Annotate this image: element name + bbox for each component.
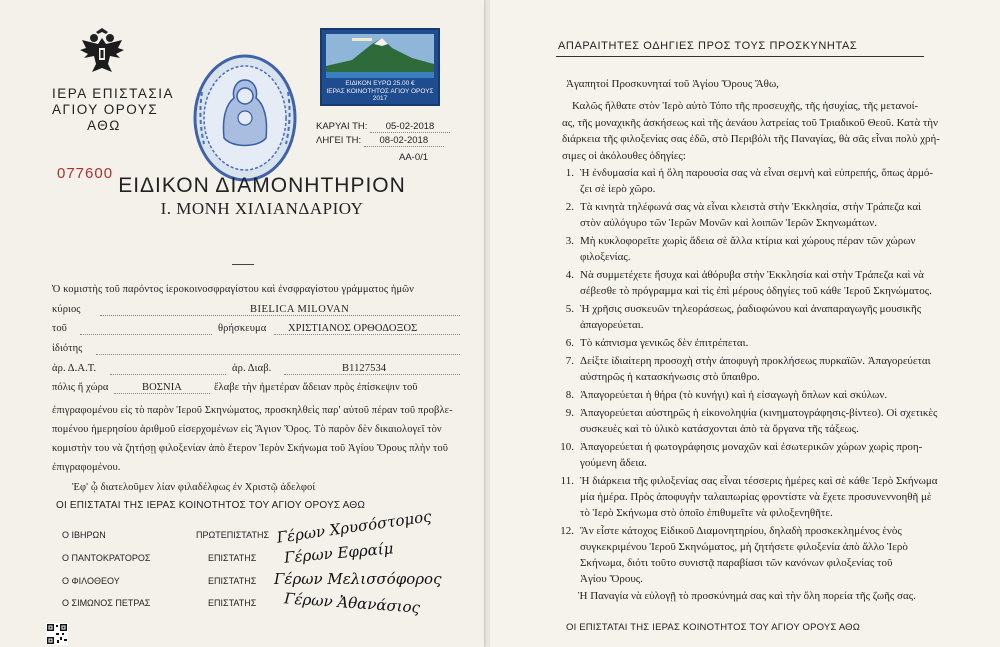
instruction-line: σέβεσθε τὸ πρόγραμμα καὶ τὶς ἐπὶ μέρους ὁδηγίες τοῦ κάθε Ἱεροῦ Σκηνώματος.: [580, 285, 932, 298]
father-label: τοῦ: [52, 323, 67, 334]
paragraph-line: ἐπιγραφομένου εἰς τὸ παρὸν Ἱεροῦ Σκηνώματος, προσκηλθεὶς παρ' αὐτοῦ πέραν τοῦ προβλε-: [52, 405, 453, 416]
passport-label: ἀρ. Διαβ.: [232, 363, 272, 374]
instruction-line: Τὸ κάπνισμα γενικῶς δὲν ἐπιτρέπεται.: [580, 337, 749, 349]
issuer-line: ΙΕΡΑ ΕΠΙΣΤΑΣΙΑ: [52, 86, 174, 101]
instruction-item: [556, 439, 996, 471]
intro-line: διάρκεια τῆς φιλοξενίας σας ἐδῶ, στὸ Περιβόλι τῆς Παναγίας, θὰ σᾶς εἶναι πολὺ χρή-: [562, 133, 940, 145]
instruction-number: 5.: [565, 303, 574, 315]
instruction-number: 4.: [565, 269, 574, 281]
signature: Γέρων Ἀθανάσιος: [283, 589, 421, 617]
instruction-number: 12.: [560, 524, 574, 537]
signature: Γέρων Μελισσόφορος: [274, 570, 442, 588]
fee-stamp: [320, 28, 440, 106]
instruction-line: Τὰ κινητὰ τηλέφωνά σας νὰ εἶναι κλειστὰ στὴν Ἐκκλησία, στὴν Τράπεζα καὶ: [580, 201, 922, 213]
signature: Γέρων Εφραίμ: [283, 539, 395, 567]
monastery-subtitle: Ι. ΜΟΝΗ ΧΙΛΙΑΝΔΑΡΙΟΥ: [160, 199, 364, 218]
instruction-number: 7.: [565, 354, 574, 367]
blessing: Ἡ Παναγία νὰ εὐλογῇ τὸ προσκύνημά σας καὶ τὴν ὅλη πορεία τῆς ζωῆς σας.: [578, 590, 916, 602]
serial-number: 077600: [57, 165, 114, 182]
instructions-list: [556, 165, 996, 589]
religion-value: ΧΡΙΣΤΙΑΝΟΣ ΟΡΘΟΔΟΞΟΣ: [288, 323, 418, 334]
instruction-item: [556, 387, 996, 403]
occupation-label: ἰδιότης: [52, 343, 83, 354]
instruction-item: [556, 473, 996, 522]
issuer-line: ΑΘΩ: [87, 118, 121, 133]
permit-paragraph: [52, 401, 453, 477]
instruction-line: Δείξτε ἰδιαίτερη προσοχὴ στὴν ἀποφυγὴ προκλήσεως πυρκαϊῶν. Ἀπαγορεύεται: [580, 354, 931, 367]
stamp-line: ΙΕΡΑΣ ΚΟΙΝΟΤΗΤΟΣ ΑΓΙΟΥ ΟΡΟΥΣ: [326, 87, 434, 95]
instruction-line: γούμενη ἄδεια.: [580, 456, 647, 469]
country-value: ΒΟΣΝΙΑ: [114, 382, 210, 394]
instruction-line: Ἡ χρῆσις συσκευῶν τηλεοράσεως, ῥαδιοφώνου καὶ ἀναπαραγωγῆς μουσικῆς: [580, 303, 922, 315]
instruction-number: 3.: [565, 235, 574, 247]
religion-label: θρήσκευμα: [218, 323, 267, 334]
mountain-athos-image: [322, 30, 438, 82]
signatory-monastery: Ο ΦΙΛΟΘΕΟΥ: [62, 576, 120, 586]
instruction-line: Ἂν εἶστε κάτοχος Εἰδικοῦ Διαμονητηρίου, δηλαδὴ προσκεκλημένος ἑνὸς: [580, 524, 902, 537]
instruction-item: [556, 335, 996, 351]
signatory-monastery: Ο ΙΒΗΡΩΝ: [62, 530, 106, 540]
instruction-number: 9.: [565, 406, 574, 419]
signatory-monastery: Ο ΣΙΜΩΝΟΣ ΠΕΤΡΑΣ: [62, 598, 151, 608]
instruction-line: συγκεκριμένου Ἱεροῦ Σκηνώματος, μὴ ζητήσετε φιλοξενία ἀπὸ ἄλλο Ἱερὸ: [580, 541, 908, 553]
city-label: πόλις ἤ χώρα: [52, 382, 109, 393]
instruction-line: στὸν αὐλόγυρο τῶν Ἱερῶν Μονῶν καὶ λοιπῶν Ἱερῶν Σκηνωμάτων.: [580, 217, 877, 230]
instruction-number: 1.: [565, 167, 574, 179]
signature: Γέρων Χρυσόστομος: [275, 507, 433, 547]
id-card-label: ἀρ. Δ.Α.Τ.: [52, 363, 97, 374]
instruction-line: Νὰ συμμετέχετε ἥσυχα καὶ ἀθόρυβα στὴν Ἐκκλησία καὶ στὴν Τράπεζα καὶ νὰ: [580, 269, 924, 281]
instruction-item: [556, 267, 996, 299]
issue-date-row: ΚΑΡΥΑΙ ΤΗ: 05-02-2018: [316, 121, 450, 133]
instruction-line: συσκευὲς καὶ τὸ ὑλικὸ κατάσχονται ἀπὸ τὰ ὄργανα τῆς τάξεως.: [580, 422, 859, 435]
signatory-role: ΕΠΙΣΤΑΤΗΣ: [208, 553, 257, 563]
expiry-date-row: ΛΗΓΕΙ ΤΗ: 08-02-2018: [316, 135, 444, 147]
passport-number: B1127534: [342, 363, 387, 374]
greeting: Ἀγαπητοί Προσκυνηταί τοῦ Ἁγίου Ὄρους Ἄθω,: [566, 78, 779, 90]
title-underline: [556, 56, 924, 57]
issue-date-value: 05-02-2018: [370, 121, 450, 133]
holder-label: κύριος: [52, 304, 81, 315]
intro-paragraph: [562, 98, 940, 164]
issue-date-label: ΚΑΡΥΑΙ ΤΗ: [316, 121, 365, 132]
paragraph-line: ἐπιγραφομένου.: [52, 462, 121, 473]
instruction-line: μία ἡμέρα. Πρὸς ἀποφυγὴν ταλαιπωρίας φροντίστε νὰ ἔχετε προσυνεννοηθῆ μὲ: [580, 490, 932, 503]
instruction-line: Ἀπαγορεύεται αὐστηρῶς ἡ εἰκονοληψία (κινηματογράφησις-βίντεο). Οἱ σχετικὲς: [580, 406, 938, 419]
instructions-footer: ΟΙ ΕΠΙΣΤΑΤΑΙ ΤΗΣ ΙΕΡΑΣ ΚΟΙΝΟΤΗΤΟΣ ΤΟΥ ΑΓΙΟΥ ΟΡΟΥΣ ΑΘΩ: [566, 622, 861, 633]
instruction-line: τὸ Ἱερὸ Σκήνωμα στὸ ὁποῖο ἐπιθυμεῖτε νὰ φιλοξενηθῆτε.: [580, 507, 833, 519]
permit-page: [0, 0, 484, 647]
occupation-field: [96, 354, 460, 355]
instruction-line: Ἡ διάρκεια τῆς φιλοξενίας σας εἶναι τέσσερις ἡμέρες καὶ σὲ κάθε Ἱερὸ Σκήνωμα: [580, 474, 938, 487]
instructions-page: [490, 0, 1000, 647]
stamp-line: 2017: [372, 95, 388, 102]
instruction-item: [556, 523, 996, 588]
instruction-number: 6.: [565, 337, 574, 349]
paragraph-line: κομιστὴν του νὰ ζητήσῃ φιλοξενίαν ἀπὸ ἕτερον Ἱερὸν Σκήνωμα τοῦ Ἁγίου Ὄρους πλὴν τοῦ: [52, 443, 448, 454]
instruction-number: 2.: [565, 201, 574, 213]
instruction-number: 11.: [560, 474, 574, 487]
instruction-line: ζει σὲ ἱερὸ χῶρο.: [580, 183, 656, 196]
holder-name: BIELICA MILOVAN: [250, 304, 350, 315]
father-field: [80, 334, 212, 335]
intro-text: Ὁ κομιστὴς τοῦ παρόντος ἱεροκοινοσφραγίστου καὶ ἐνσφραγίστου γράμματος ἡμῶν: [52, 284, 415, 295]
qr-code-icon: [46, 623, 68, 645]
issuer-line: ΑΓΙΟΥ ΟΡΟΥΣ: [52, 102, 159, 117]
intro-line: Καλῶς ἤλθατε στὸν Ἱερὸ αὐτὸ Τόπο τῆς προσευχῆς, τῆς ἡσυχίας, τῆς μετανοί-: [572, 100, 919, 112]
signatories-header: ΟΙ ΕΠΙΣΤΑΤΑΙ ΤΗΣ ΙΕΡΑΣ ΚΟΙΝΟΤΗΤΟΣ ΤΟΥ ΑΓΙΟΥ ΟΡΟΥΣ ΑΘΩ: [56, 500, 365, 511]
intro-line: ας, τῆς μοναχικῆς ἀσκήσεως καὶ τῆς ἀενάου λατρείας τοῦ Τριαδικοῦ Θεοῦ. Κατὰ τὴν: [562, 116, 939, 129]
stamp-line: ΕΙΔΙΚΟΝ ΕΥΡΩ 25.00 €: [345, 80, 415, 87]
instruction-item: [556, 165, 996, 197]
issuer-header: [52, 86, 174, 134]
document-title: ΕΙΔΙΚΟΝ ΔΙΑΜΟΝΗΤΗΡΙΟΝ: [118, 174, 406, 197]
expiry-date-label: ΛΗΓΕΙ ΤΗ: [316, 135, 359, 146]
instruction-item: [556, 301, 996, 333]
instruction-item: [556, 233, 996, 265]
instruction-line: Σκήνωμα, διότι τοῦτο συνιστᾷ παραβίασι τῶν κανόνων φιλοξενίας τοῦ: [580, 557, 893, 570]
holder-field: [100, 304, 460, 316]
permission-text: ἔλαβε τὴν ἡμετέραν ἄδειαν πρὸς ἐπίσκεψιν τοῦ: [214, 382, 418, 393]
instruction-line: Ἀπαγορεύεται ἡ φωτογράφησις μοναχῶν καὶ ἐσωτερικῶν χώρων χωρὶς προη-: [580, 440, 923, 453]
closing-text: Ἐφ' ᾧ διατελοῦμεν λίαν φιλαδέλφως ἐν Χριστῷ ἀδελφοί: [72, 482, 316, 493]
instruction-item: [556, 199, 996, 231]
religion-field: [274, 323, 460, 335]
paragraph-line: πομένου ἡμερησίου ἀριθμοῦ εἰσερχομένων εἰς Ἅγιον Ὄρος. Τὸ παρὸν δὲν δικαιολογεῖ τὸν: [52, 424, 442, 435]
instruction-line: Μὴ κυκλοφορεῖτε χωρὶς ἄδεια σὲ ἄλλα κτίρια καὶ χώρους πέραν τῶν χώρων: [580, 235, 916, 247]
passport-field: [284, 363, 460, 375]
double-headed-eagle-icon: [78, 26, 126, 76]
id-card-field: [110, 374, 226, 375]
expiry-date-value: 08-02-2018: [364, 135, 444, 147]
instruction-number: 10.: [560, 440, 574, 453]
divider: [232, 264, 254, 265]
signatory-role: ΠΡΩΤΕΠΙΣΤΑΤΗΣ: [196, 530, 270, 540]
signatory-monastery: Ο ΠΑΝΤΟΚΡΑΤΟΡΟΣ: [62, 553, 151, 563]
instruction-number: 8.: [565, 388, 574, 401]
instruction-line: φιλοξενίας.: [580, 251, 631, 264]
instruction-item: [556, 353, 996, 385]
intro-line: σιμες οἱ ἀκόλουθες ὁδηγίες:: [562, 149, 686, 162]
instruction-line: ἀπαγορεύεται.: [580, 319, 644, 332]
reference-code: ΑΑ-0/1: [399, 152, 429, 163]
instruction-line: αὐστηρῶς ἡ κατασκήνωσις στὸ ὕπαιθρο.: [580, 371, 760, 383]
instruction-line: Ἁγίου Ὄρους.: [580, 573, 643, 586]
instructions-title: ΑΠΑΡΑΙΤΗΤΕΣ ΟΔΗΓΙΕΣ ΠΡΟΣ ΤΟΥΣ ΠΡΟΣΚΥΝΗΤΑΣ: [558, 40, 858, 52]
signatory-role: ΕΠΙΣΤΑΤΗΣ: [208, 598, 257, 608]
signatory-role: ΕΠΙΣΤΑΤΗΣ: [208, 576, 257, 586]
monastery-seal: [192, 52, 298, 184]
instruction-line: Ἀπαγορεύεται ἡ θήρα (τὸ κυνήγι) καὶ ἡ εἰσαγωγὴ ὅπλων καὶ σκύλων.: [580, 388, 888, 401]
instruction-item: [556, 405, 996, 437]
instruction-line: Ἡ ἐνδυμασία καὶ ἡ ὅλη παρουσία σας νὰ εἶναι σεμνὴ καὶ εὐπρεπής, ὅπως ἁρμό-: [580, 167, 934, 179]
